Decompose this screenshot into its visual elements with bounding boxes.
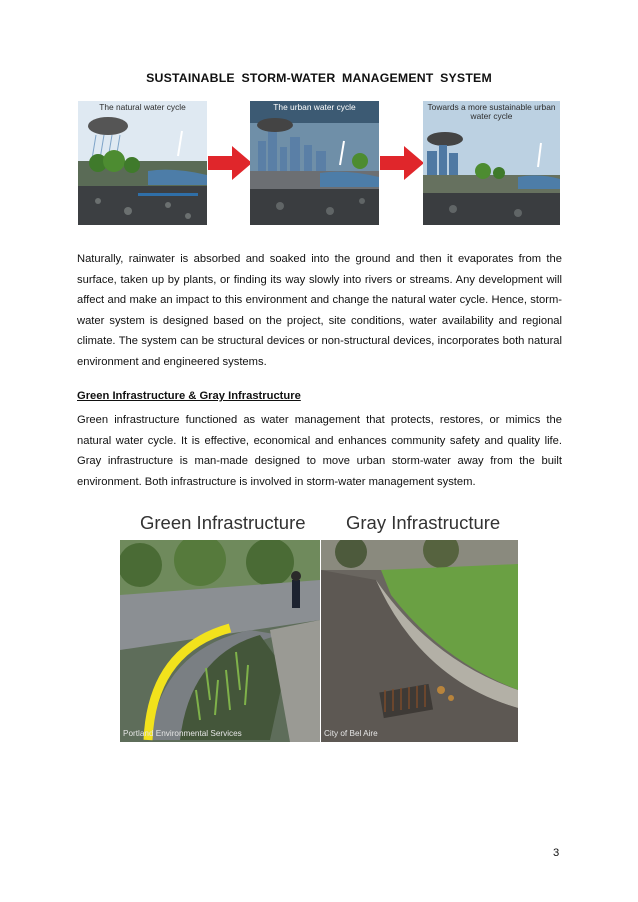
section-heading: Green Infrastructure & Gray Infrastructure	[77, 390, 301, 402]
gray-infrastructure-photo	[321, 540, 518, 742]
photo-credit: Portland Environmental Services	[123, 729, 242, 738]
green-infrastructure-photo	[120, 540, 320, 742]
arrow-right-icon	[208, 146, 252, 180]
arrow-right-icon	[380, 146, 424, 180]
page-number: 3	[553, 847, 560, 859]
panel-title: The natural water cycle	[99, 102, 186, 112]
water-cycle-diagram	[78, 101, 560, 225]
green-infrastructure-title: Green Infrastructure	[140, 512, 306, 533]
infrastructure-comparison-figure	[120, 512, 518, 742]
natural-water-cycle-panel	[78, 101, 207, 225]
infrastructure-paragraph: Green infrastructure functioned as water management that protects, restores, or mimics the natural water cycle. It is effective, economical and enhances community safety and quality life. Gray infrastructure is man-made designed to move urban storm-water away from the built environment. Both infrastructure is involved in storm-water management system.	[77, 414, 562, 488]
gray-infrastructure-title: Gray Infrastructure	[346, 512, 501, 533]
panel-title: The urban water cycle	[273, 102, 356, 112]
photo-credit: City of Bel Aire	[324, 729, 378, 738]
panel-title: Towards a more sustainable urban water cycle	[427, 102, 556, 121]
sustainable-water-cycle-panel	[423, 101, 560, 225]
page-title: SUSTAINABLE STORM-WATER MANAGEMENT SYSTEM	[146, 71, 492, 85]
urban-water-cycle-panel	[250, 101, 379, 225]
intro-paragraph: Naturally, rainwater is absorbed and soaked into the ground and then it evaporates from the surface, taken up by plants, or finding its way slowly into rivers or streams. Any development will affect and make an impact to this environment and change the natural water cycle. Hence, storm-water system is designed based on the project, site conditions, water availability and regional climate. The system can be structural devices or non-structural devices, incorporates both natural environment and engineered systems.	[77, 253, 562, 368]
